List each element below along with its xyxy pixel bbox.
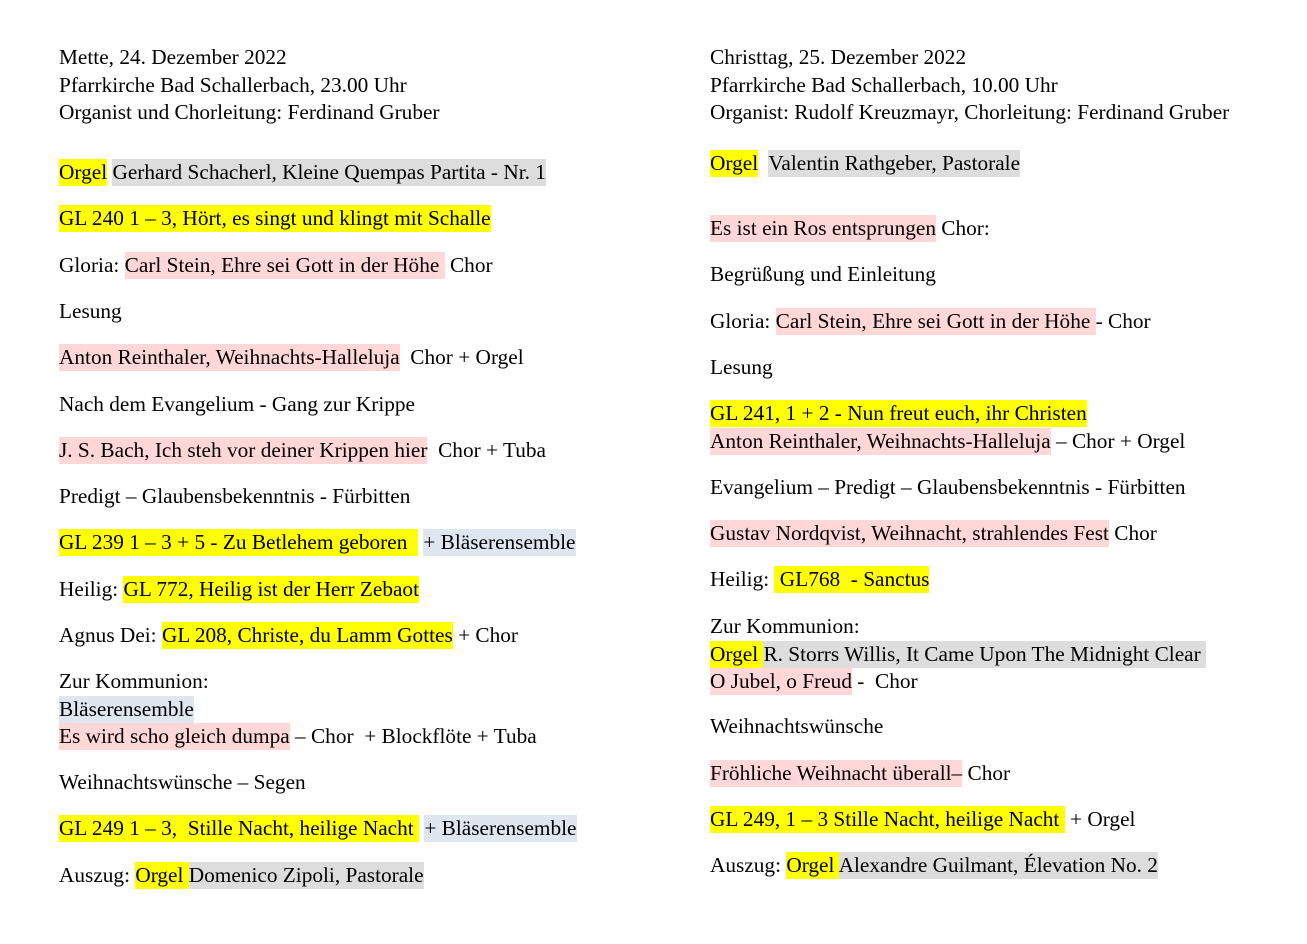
program-line xyxy=(710,641,1206,669)
program-line xyxy=(59,205,491,233)
program-item xyxy=(59,437,546,465)
program-item xyxy=(710,354,773,382)
program-line xyxy=(59,344,524,372)
yellow-highlighted-text: GL 241, 1 + 2 - Nun freut euch, ihr Christen xyxy=(710,401,1087,425)
service-title: Mette, 24. Dezember 2022 xyxy=(59,45,287,69)
pink-highlighted-text: Anton Reinthaler, Weihnachts-Halleluja xyxy=(710,428,1051,453)
program-item xyxy=(59,391,415,419)
blue-highlighted-text: + Bläserensemble xyxy=(423,530,576,554)
plain-text: + Orgel xyxy=(1064,807,1136,831)
christtag-program-column xyxy=(710,44,1307,127)
plain-text: Evangelium – Predigt – Glaubensbekenntnis - Fürbitten xyxy=(710,475,1186,499)
program-item xyxy=(710,713,883,741)
pink-highlighted-text: Es wird scho gleich dumpa xyxy=(59,724,290,748)
program-item xyxy=(59,529,576,557)
program-line xyxy=(710,150,1020,178)
blue-highlighted-text: + Bläserensemble xyxy=(424,816,577,840)
program-line xyxy=(59,483,410,511)
program-item xyxy=(710,520,1157,548)
plain-text: Chor: xyxy=(935,216,990,240)
plain-text: Nach dem Evangelium - Gang zur Krippe xyxy=(59,392,416,416)
program-line xyxy=(710,308,1151,336)
program-item xyxy=(59,205,491,233)
program-line xyxy=(59,696,537,724)
plain-text: - Chor xyxy=(851,669,918,693)
plain-text: Chor xyxy=(444,253,493,277)
plain-text: Weihnachtswünsche – Segen xyxy=(59,770,306,794)
program-item xyxy=(59,622,518,650)
program-item xyxy=(59,483,410,511)
pink-highlighted-text: Es ist ein Ros entsprungen xyxy=(710,216,936,240)
service-title: Christtag, 25. Dezember 2022 xyxy=(710,45,967,69)
yellow-highlighted-text: GL 772, Heilig ist der Herr Zebaot xyxy=(123,577,419,601)
blue-highlighted-text: Bläserensemble xyxy=(59,696,194,721)
program-line xyxy=(59,391,415,419)
plain-text: Zur Kommunion: xyxy=(59,669,209,693)
pink-highlighted-text: Fröhliche Weihnacht überall– xyxy=(710,761,963,785)
gray-highlighted-text: R. Storrs Willis, It Came Upon The Midnight Clear xyxy=(763,641,1207,666)
program-item xyxy=(710,150,1020,178)
program-line xyxy=(59,437,546,465)
program-line xyxy=(710,520,1157,548)
program-item xyxy=(59,344,524,372)
program-item xyxy=(710,261,936,289)
service-musicians: Organist: Rudolf Kreuzmayr, Chorleitung: Ferdinand Gruber xyxy=(710,100,1230,124)
program-item xyxy=(59,298,122,326)
plain-text: Auszug: xyxy=(59,863,136,887)
plain-text: – Chor + Blockflöte + Tuba xyxy=(289,724,537,748)
program-line xyxy=(710,354,773,382)
plain-text: – Chor + Orgel xyxy=(1050,428,1186,453)
plain-text: Zur Kommunion: xyxy=(710,614,860,638)
yellow-highlighted-text: Orgel xyxy=(786,853,839,877)
plain-text: Predigt – Glaubensbekenntnis - Fürbitten xyxy=(59,484,411,508)
plain-text: + Chor xyxy=(452,623,519,647)
program-line xyxy=(59,862,424,890)
program-line xyxy=(59,622,518,650)
program-line xyxy=(710,852,1158,880)
program-line xyxy=(59,576,419,604)
program-item xyxy=(59,862,424,890)
pink-highlighted-text: Gustav Nordqvist, Weihnacht, strahlendes Fest xyxy=(710,521,1109,545)
program-line xyxy=(59,159,546,187)
plain-text: - Chor xyxy=(1095,309,1151,333)
program-item xyxy=(710,806,1135,834)
program-item xyxy=(710,215,990,243)
service-location-time: Pfarrkirche Bad Schallerbach, 23.00 Uhr xyxy=(59,72,407,97)
program-line xyxy=(710,760,1010,788)
gray-highlighted-text: Domenico Zipoli, Pastorale xyxy=(188,863,424,887)
service-location-time: Pfarrkirche Bad Schallerbach, 10.00 Uhr xyxy=(710,72,1058,97)
program-item xyxy=(710,474,1186,502)
plain-text: Gloria: xyxy=(59,253,125,277)
plain-text: Chor xyxy=(1108,521,1157,545)
yellow-highlighted-text: GL 249, 1 – 3 Stille Nacht, heilige Nacht xyxy=(710,807,1065,831)
pink-highlighted-text: J. S. Bach, Ich steh vor deiner Krippen hier xyxy=(59,438,428,462)
program-item xyxy=(59,815,577,843)
program-line xyxy=(59,668,537,696)
program-item xyxy=(710,613,1206,696)
yellow-highlighted-text: Orgel xyxy=(59,160,108,184)
program-item xyxy=(59,159,546,187)
yellow-highlighted-text: Orgel xyxy=(710,641,764,666)
program-line xyxy=(710,806,1135,834)
yellow-highlighted-text: Orgel xyxy=(710,151,759,175)
plain-text: Chor xyxy=(962,761,1011,785)
program-line xyxy=(710,428,1185,456)
program-item xyxy=(59,252,493,280)
plain-text xyxy=(758,150,768,177)
program-item xyxy=(710,760,1010,788)
plain-text: Lesung xyxy=(59,299,122,323)
program-line xyxy=(59,723,537,751)
pink-highlighted-text: Anton Reinthaler, Weihnachts-Halleluja xyxy=(59,345,400,369)
pink-highlighted-text: Carl Stein, Ehre sei Gott in der Höhe xyxy=(775,309,1096,333)
yellow-highlighted-text: GL 249 1 – 3, Stille Nacht, heilige Nacht xyxy=(59,816,419,840)
plain-text: Weihnachtswünsche xyxy=(710,714,884,738)
pink-highlighted-text: O Jubel, o Freud xyxy=(710,669,852,693)
yellow-highlighted-text: GL 240 1 – 3, Hört, es singt und klingt mit Schalle xyxy=(59,206,491,230)
yellow-highlighted-text: Orgel xyxy=(135,863,189,887)
plain-text: Gloria: xyxy=(710,309,776,333)
program-item xyxy=(59,668,537,751)
gray-highlighted-text: Gerhard Schacherl, Kleine Quempas Partita - Nr. 1 xyxy=(112,160,546,184)
program-item xyxy=(59,769,306,797)
gray-highlighted-text: Valentin Rathgeber, Pastorale xyxy=(768,151,1021,175)
plain-text: Heilig: xyxy=(59,577,124,601)
plain-text: Agnus Dei: xyxy=(59,623,162,647)
plain-text: Auszug: xyxy=(710,853,787,877)
gray-highlighted-text: Alexandre Guilmant, Élevation No. 2 xyxy=(838,853,1158,877)
program-item xyxy=(710,308,1151,336)
yellow-highlighted-text: GL 239 1 – 3 + 5 - Zu Betlehem geboren xyxy=(59,530,418,554)
pink-highlighted-text: Carl Stein, Ehre sei Gott in der Höhe xyxy=(124,253,445,277)
plain-text: Chor + Orgel xyxy=(399,345,524,369)
program-line xyxy=(59,298,122,326)
program-line xyxy=(59,815,577,843)
program-line xyxy=(59,252,493,280)
program-line xyxy=(59,769,306,797)
program-line xyxy=(710,474,1186,502)
plain-text: Lesung xyxy=(710,355,773,379)
program-line xyxy=(710,400,1185,428)
plain-text: Heilig: xyxy=(710,567,775,591)
plain-text: Chor + Tuba xyxy=(427,438,546,462)
program-item xyxy=(710,566,929,594)
mette-program-column xyxy=(59,44,679,127)
plain-text: Begrüßung und Einleitung xyxy=(710,262,936,286)
program-line xyxy=(710,215,990,243)
yellow-highlighted-text: GL 208, Christe, du Lamm Gottes xyxy=(161,623,453,647)
program-line xyxy=(710,261,936,289)
yellow-highlighted-text: GL768 - Sanctus xyxy=(774,567,930,591)
program-line xyxy=(59,529,576,557)
program-item xyxy=(59,576,419,604)
program-line xyxy=(710,566,929,594)
program-line xyxy=(710,668,1206,696)
service-musicians: Organist und Chorleitung: Ferdinand Gruber xyxy=(59,100,440,124)
program-item xyxy=(710,852,1158,880)
program-line xyxy=(710,713,883,741)
program-item xyxy=(710,400,1185,455)
program-line xyxy=(710,613,1206,641)
